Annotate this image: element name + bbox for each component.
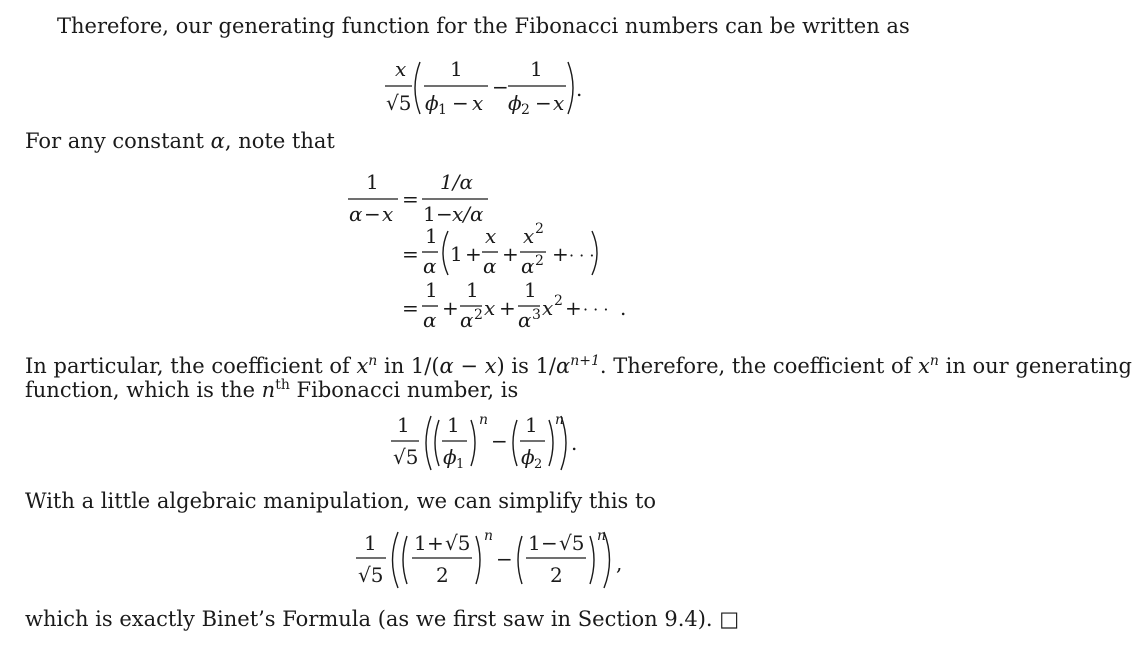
eq3-sub2: 2 bbox=[534, 457, 543, 472]
eq2-r1-one: 1 bbox=[366, 170, 379, 194]
eq2-r3-alpha-a: α bbox=[423, 308, 437, 332]
eq3-one-a: 1 bbox=[447, 413, 460, 437]
eq2-r1-minus: − bbox=[364, 202, 381, 226]
eq2-r3-plus-a: + bbox=[442, 296, 459, 320]
eq4-n-a: n bbox=[484, 528, 494, 544]
eq3-minus: − bbox=[491, 429, 508, 453]
eq2-r2-a2: α bbox=[521, 254, 535, 278]
eq1-x-b: x bbox=[553, 91, 565, 115]
eq4-comma: , bbox=[616, 551, 623, 575]
p2-alpha: α bbox=[210, 129, 225, 153]
eq4-num-b-one: 1 bbox=[528, 531, 541, 555]
eq2-r3-period: . bbox=[620, 296, 627, 320]
p3-n-sup: n bbox=[368, 353, 378, 369]
equation-generating-function bbox=[380, 56, 610, 122]
p3-x-c: x bbox=[918, 354, 930, 378]
eq1-one-b: 1 bbox=[530, 57, 543, 81]
p3-alpha-a: α bbox=[439, 354, 454, 378]
eq2-r3-one-b: 1 bbox=[466, 278, 479, 302]
eq2-r2-plus-c: + bbox=[552, 242, 569, 266]
p3-text-f: function, which is the bbox=[25, 378, 262, 402]
eq2-r2-a2-exp: 2 bbox=[535, 253, 544, 269]
eq2-r3-a2-exp: 2 bbox=[474, 307, 483, 323]
eq4-num-a-one: 1 bbox=[414, 531, 427, 555]
p3-n2-sup: n bbox=[929, 353, 939, 369]
eq4-n-b: n bbox=[597, 528, 607, 544]
eq2-r3-x2-exp: 2 bbox=[554, 293, 563, 309]
eq3-one: 1 bbox=[397, 413, 410, 437]
eq3-period: . bbox=[571, 431, 578, 455]
eq1-x-a: x bbox=[472, 91, 484, 115]
eq4-num-b-sqrt5: √5 bbox=[559, 531, 585, 555]
eq2-r1-alpha: α bbox=[349, 202, 363, 226]
eq2-r2-plus-b: + bbox=[502, 242, 519, 266]
eq1-one-a: 1 bbox=[450, 57, 463, 81]
eq1-sub1: 1 bbox=[438, 102, 447, 118]
eq2-r2-x2-exp: 2 bbox=[535, 221, 544, 237]
eq1-right-paren bbox=[568, 62, 573, 114]
p3-n: n bbox=[261, 378, 276, 402]
paragraph-constant bbox=[25, 128, 335, 154]
eq2-r1-den-one: 1 bbox=[423, 202, 436, 226]
eq4-one: 1 bbox=[364, 531, 377, 555]
eq2-r3-a3-exp: 3 bbox=[532, 307, 541, 323]
eq2-r1-den-xa: x/α bbox=[452, 202, 484, 226]
p3-text-b: in 1/( bbox=[377, 354, 440, 378]
eq3-rparen-b bbox=[549, 420, 553, 466]
eq1-minus-mid: − bbox=[492, 75, 509, 99]
p3-text-c: ) is 1/ bbox=[496, 354, 557, 378]
eq4-num-a-plus: + bbox=[427, 531, 444, 555]
eq2-r2-x: x bbox=[485, 224, 497, 248]
eq1-minus-b: − bbox=[535, 91, 552, 115]
eq3-lparen-a bbox=[435, 420, 439, 466]
eq4-num-a-sqrt5: √5 bbox=[445, 531, 471, 555]
eq1-period: . bbox=[576, 77, 583, 101]
p2-text-a: For any constant bbox=[25, 129, 211, 153]
eq4-lparen-outer bbox=[393, 532, 399, 588]
eq4-rparen-b bbox=[590, 536, 594, 584]
eq1-sqrt5: √5 bbox=[386, 91, 412, 115]
eq3-rparen-a bbox=[471, 420, 475, 466]
eq4-num-b-minus: − bbox=[541, 531, 558, 555]
eq2-r3-plus-b: + bbox=[499, 296, 516, 320]
eq2-r3-x: x bbox=[484, 296, 496, 320]
eq1-phi2: ϕ bbox=[508, 91, 522, 115]
eq2-r3-dots: · · · bbox=[583, 300, 609, 319]
eq2-r2-alpha-b: α bbox=[483, 254, 497, 278]
p3-text-d: . Therefore, the coefficient of bbox=[599, 354, 919, 378]
eq2-r2-dots: · · · bbox=[569, 246, 595, 265]
eq3-sub1: 1 bbox=[456, 457, 465, 472]
eq4-lparen-a bbox=[403, 536, 407, 584]
eq4-lparen-b bbox=[518, 536, 522, 584]
eq1-minus-a: − bbox=[452, 91, 469, 115]
eq2-r1-x: x bbox=[382, 202, 394, 226]
eq4-two-a: 2 bbox=[436, 563, 449, 587]
eq4-two-b: 2 bbox=[550, 563, 563, 587]
eq2-r2-one-b: 1 bbox=[450, 242, 463, 266]
eq4-rparen-a bbox=[476, 536, 480, 584]
eq1-phi1: ϕ bbox=[425, 91, 439, 115]
eq4-minus: − bbox=[496, 547, 513, 571]
equation-geometric-expansion bbox=[340, 165, 640, 340]
p3-minus: − bbox=[453, 354, 485, 378]
eq2-r3-eq: = bbox=[402, 296, 419, 320]
eq3-phi1: ϕ bbox=[443, 445, 457, 469]
eq2-r2-eq: = bbox=[402, 242, 419, 266]
p3-text-g: Fibonacci number, is bbox=[289, 378, 519, 402]
eq2-r3-plus-c: + bbox=[565, 296, 582, 320]
eq3-n-a: n bbox=[479, 412, 489, 428]
eq2-r3-one-a: 1 bbox=[425, 278, 438, 302]
eq1-num-x: x bbox=[395, 57, 407, 81]
equation-binet-formula bbox=[350, 524, 630, 594]
eq2-r1-num: 1/α bbox=[440, 170, 473, 194]
eq3-one-b: 1 bbox=[525, 413, 538, 437]
p3-x: x bbox=[356, 354, 369, 378]
eq3-phi2: ϕ bbox=[521, 445, 535, 469]
eq2-r2-plus-a: + bbox=[465, 242, 482, 266]
paragraph-conclusion bbox=[25, 606, 739, 632]
eq1-left-paren bbox=[415, 62, 420, 114]
eq1-sub2: 2 bbox=[521, 102, 530, 118]
eq3-sqrt5: √5 bbox=[393, 445, 419, 469]
eq2-r2-x2: x bbox=[523, 224, 535, 248]
p2-text-b: , note that bbox=[224, 129, 335, 153]
eq2-r3-a3: α bbox=[518, 308, 532, 332]
p3-alpha-b: α bbox=[556, 354, 571, 378]
p3-np1-sup: n+1 bbox=[570, 353, 600, 369]
paragraph-intro: Therefore, our generating function for the Fibonacci numbers can be written as bbox=[57, 14, 910, 38]
eq2-r2-one: 1 bbox=[425, 224, 438, 248]
eq2-r3-x2: x bbox=[542, 296, 554, 320]
p3-th-sup: th bbox=[275, 377, 290, 393]
eq2-r2-alpha: α bbox=[423, 254, 437, 278]
p3-x-b: x bbox=[484, 354, 497, 378]
eq3-lparen-outer bbox=[426, 416, 431, 470]
eq2-r2-lparen bbox=[443, 231, 448, 275]
eq4-sqrt5: √5 bbox=[358, 563, 384, 587]
eq3-n-b: n bbox=[555, 412, 565, 428]
eq3-lparen-b bbox=[513, 420, 517, 466]
eq2-r3-one-c: 1 bbox=[524, 278, 537, 302]
paragraph-simplify: With a little algebraic manipulation, we can simplify this to bbox=[25, 489, 657, 513]
eq2-r1-eq: = bbox=[402, 187, 419, 211]
equation-nth-coefficient bbox=[385, 408, 585, 476]
p5-text: which is exactly Binet’s Formula (as we first saw in Section 9.4). bbox=[25, 607, 713, 631]
paragraph-coefficient-line2 bbox=[25, 372, 518, 403]
eq2-r1-den-minus: − bbox=[436, 202, 453, 226]
qed-square-icon: □ bbox=[719, 607, 740, 631]
eq2-r3-a2: α bbox=[460, 308, 474, 332]
p3-text-e: in our generating bbox=[938, 354, 1132, 378]
p3-text-a: In particular, the coefficient of bbox=[25, 354, 357, 378]
